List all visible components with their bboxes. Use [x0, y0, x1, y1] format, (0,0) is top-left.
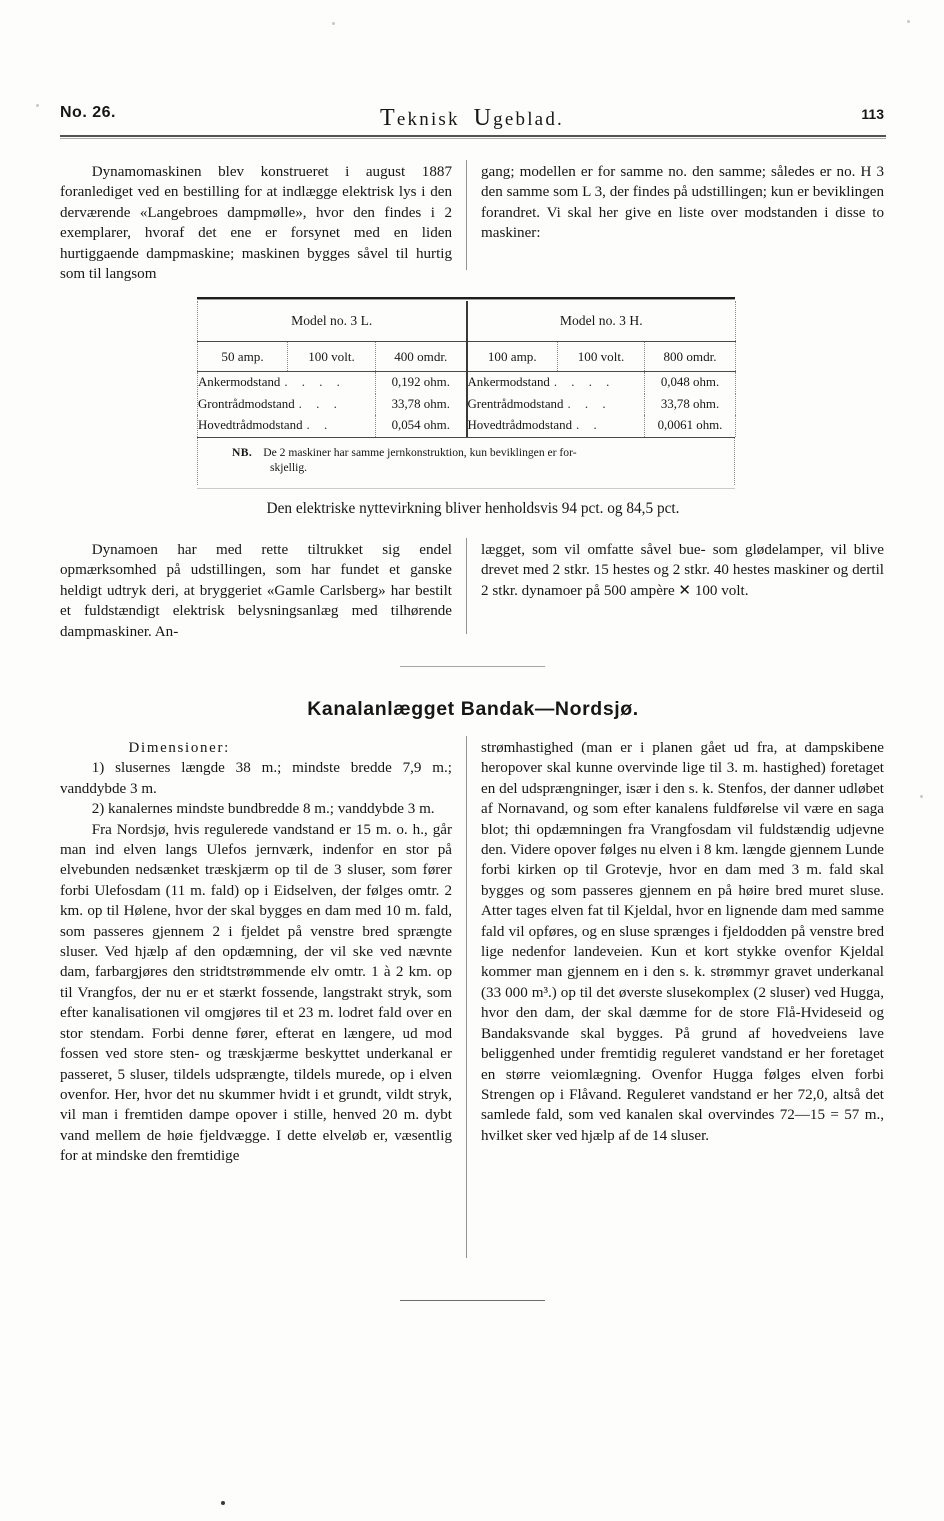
model-header-left: Model no. 3 L.: [198, 301, 467, 342]
paragraph: Fra Nordsjø, hvis regulerede vandstand er 15 m. o. h., går man ind elven langs Ulefos jernværk, indenfor en stor på elvebunden nedsænket træskjærm op til de 3 sluser, som fører forbi Ulefosdam (11 m. fald) op i Eidselven, der følges omtr. 2 km. op til Hølene, hvor der skal bygges en dam med 10 m. fald, som passeres gjennem 2 i fjeldet på venstre bred sprængte sluser. Ved hjælp af den opdæmning, der vil ske ved nævnte dam, farbargjøres den stridtstrømmende elv omtr. 1 à 2 km. op til Vrangfos, der nu er et stærkt fossende, langstrakt stryk, som efter kanalisationen vil omgjøres til et 23 m. lodret fald over en stor stendam. Forbi denne fører, efterat en længere, ud mod fossen ved store sten- og træskjærme beskyttet underkanal er passeret, 5 sluser, tildels udsprængte, tildels murede, op i elven ovenfor. Her, hvor det nu skummer hvidt i et grundt, vildt stryk, vil man i fremtiden dampe opover i stille, henved 20 m. dybt vand mellem de høie fjeldvægge. I dette elveløb er, væsentlig for at mindske den fremtidige: [60, 821, 452, 1165]
row-value-left: 0,192 ohm.: [376, 372, 467, 394]
row-value-right: 0,048 ohm.: [645, 372, 736, 394]
article-two-title: Kanalanlægget Bandak—Nordsjø.: [307, 698, 639, 720]
label-text: Ankermodstand: [467, 375, 550, 390]
row-label-left: [198, 372, 376, 394]
unit-left-volt: 100 volt.: [288, 342, 376, 372]
note-label: NB.: [232, 445, 253, 459]
scan-speck: [221, 1501, 225, 1505]
row-value-left: 0,054 ohm.: [376, 415, 467, 437]
leader-dots: . . .: [567, 396, 612, 411]
header-rule: [60, 135, 886, 137]
row-label-right: [467, 394, 645, 416]
paragraph: Dynamomaskinen blev konstrueret i august 1887 foranlediget ved en bestilling for at indlægge elektrisk lys i den derværende «Langebroes dampmølle», hvor den findes i 2 exemplarer, hvoraf det ene er forsynet med en liden hurtiggaende dampmaskine; maskinen bygges såvel til hurtig som til langsom: [60, 164, 452, 283]
article-one-right-column: [481, 162, 884, 244]
running-head: [60, 104, 884, 130]
scan-speck: [332, 22, 335, 25]
label-text: Grontrådmodstand: [198, 396, 295, 411]
table-row: [198, 415, 736, 437]
leader-dots: . . . .: [284, 375, 346, 390]
issue-number: No. 26.: [60, 104, 116, 121]
column-divider: [466, 736, 467, 1258]
column-divider: [466, 160, 467, 270]
model-header-right: Model no. 3 H.: [467, 301, 736, 342]
table-enclosure-rule: [197, 488, 735, 489]
dimension-item: 1) slusernes længde 38 m.; mindste bredde 7,9 m.; vanddybde 3 m.: [60, 760, 452, 797]
section-divider: [400, 666, 545, 667]
unit-left-amp: 50 amp.: [198, 342, 288, 372]
table-row: [198, 394, 736, 416]
label-text: Hovedtrådmodstand: [198, 418, 303, 433]
table-top-rule-secondary: [197, 299, 735, 300]
row-value-left: 33,78 ohm.: [376, 394, 467, 416]
label-text: Grentrådmodstand: [467, 396, 564, 411]
row-value-right: 33,78 ohm.: [645, 394, 736, 416]
row-label-left: [198, 415, 376, 437]
note-line-two: skjellig.: [270, 461, 308, 474]
row-label-right: [467, 372, 645, 394]
scan-speck: [907, 20, 910, 23]
unit-right-volt: 100 volt.: [558, 342, 645, 372]
paragraph: Dynamoen har med rette tiltrukket sig endel opmærksomhed på udstillingen, som har fundet et ganske heldigt udtryk deri, at bryggeriet «Gamle Carlsberg» har bestilt et fuldstændigt elektrisk belysningsanlæg med tilhørende dampmaskiner. An-: [60, 542, 452, 640]
paragraph: gang; modellen er for samme no. den samme; således er no. H 3 den samme som L 3, der findes på udstillingen; kun er beviklingen forandret. Vi skal her give en liste over modstanden i disse to maskiner:: [481, 164, 884, 242]
row-label-right: [467, 415, 645, 437]
dimension-item: 2) kanalernes mindste bundbredde 8 m.; vanddybde 3 m.: [91, 801, 435, 818]
table-unit-row: [198, 342, 736, 372]
row-label-left: [198, 394, 376, 416]
page-number: 113: [861, 106, 884, 122]
label-text: Ankermodstand: [198, 375, 281, 390]
header-rule-secondary: [60, 138, 886, 139]
scan-speck: [36, 104, 39, 107]
paragraph: strømhastighed (man er i planen gået ud fra, at dampskibene heropover skal kunne overvinde lige til 3. m. hastighed) foretaget en del udsprængninger, især i den s. k. Stenfos, der danner udløbet af Nornavand, og som efter kanalens fuldførelse vil være en saga blot; thi opdæmningen fra Vrangfosdam vil fuldstændig udjevne den. Videre opover følges nu elven i 8 km. længde gjennem Lunde forbi kirken op til Grotevje, hvor en dam med 3 m. fald skal bygges og som passeres gjennem en på høire bred muret sluse. Atter tages elven fat til Kjeldal, hvor en lignende dam med samme fald vil opføres, og en sluse sprænges i fjeldodden på venstre bred lige nedenfor landeveien. Kun et kort stykke ovenfor Kjeldal kommer man gjennem en i den s. k. strømmyr gravet underkanal (33 000 m³.) op til det øverste slusekomplex (2 sluser) ved Hugga, hvor den dam, der skal dæmme for de store Flå-Hvideseid og Bandaksvande skal bygges. På grund af hovedveiens lave beliggenhed under fremtidig reguleret vandstand er her foretaget en større veiomlægning. Ovenfor Hugga følges elven forbi Strengen op i Flåvand. Reguleret vandstand er her 72,0, altså det samlede fald, som ved kanalen skal overvindes 72—15 = 57 m., hvilket sker ved hjælp af de 14 sluser.: [481, 740, 884, 1144]
column-divider: [466, 538, 467, 634]
note-text: De 2 maskiner har samme jernkonstruktion, kun beviklingen er for-: [263, 445, 577, 459]
efficiency-sentence: Den elektriske nyttevirkning bliver henholdsvis 94 pct. og 84,5 pct.: [266, 500, 680, 517]
note-line-one: [198, 445, 720, 461]
leader-dots: . . . .: [553, 375, 615, 390]
journal-title: Teknisk Ugeblad.: [380, 105, 564, 131]
row-value-right: 0,0061 ohm.: [645, 415, 736, 437]
article-one-closing-left: [60, 540, 452, 642]
article-two-left-column: [60, 738, 452, 1167]
table-row: [198, 372, 736, 394]
unit-right-omdr: 800 omdr.: [645, 342, 736, 372]
table-note: [197, 438, 735, 485]
dimensions-heading: Dimensioner:: [128, 740, 230, 756]
leader-dots: . . .: [298, 396, 343, 411]
label-text: Hovedtrådmodstand: [467, 418, 573, 433]
leader-dots: . .: [576, 418, 603, 433]
paragraph: lægget, som vil omfatte såvel bue- som glødelamper, vil blive drevet med 2 stkr. 15 hestes og 2 stkr. 40 hestes maskiner og dertil 2 stkr. dynamoer på 500 ampère ✕ 100 volt.: [481, 542, 884, 599]
leader-dots: . .: [306, 418, 333, 433]
scan-speck: [920, 795, 923, 798]
unit-right-amp: 100 amp.: [467, 342, 558, 372]
unit-left-omdr: 400 omdr.: [376, 342, 467, 372]
table-model-header-row: [198, 301, 736, 342]
article-one-left-column: [60, 162, 452, 284]
footer-divider: [400, 1300, 545, 1301]
article-two-right-column: [481, 738, 884, 1146]
resistance-table: [197, 297, 735, 485]
article-one-closing-right: [481, 540, 884, 601]
